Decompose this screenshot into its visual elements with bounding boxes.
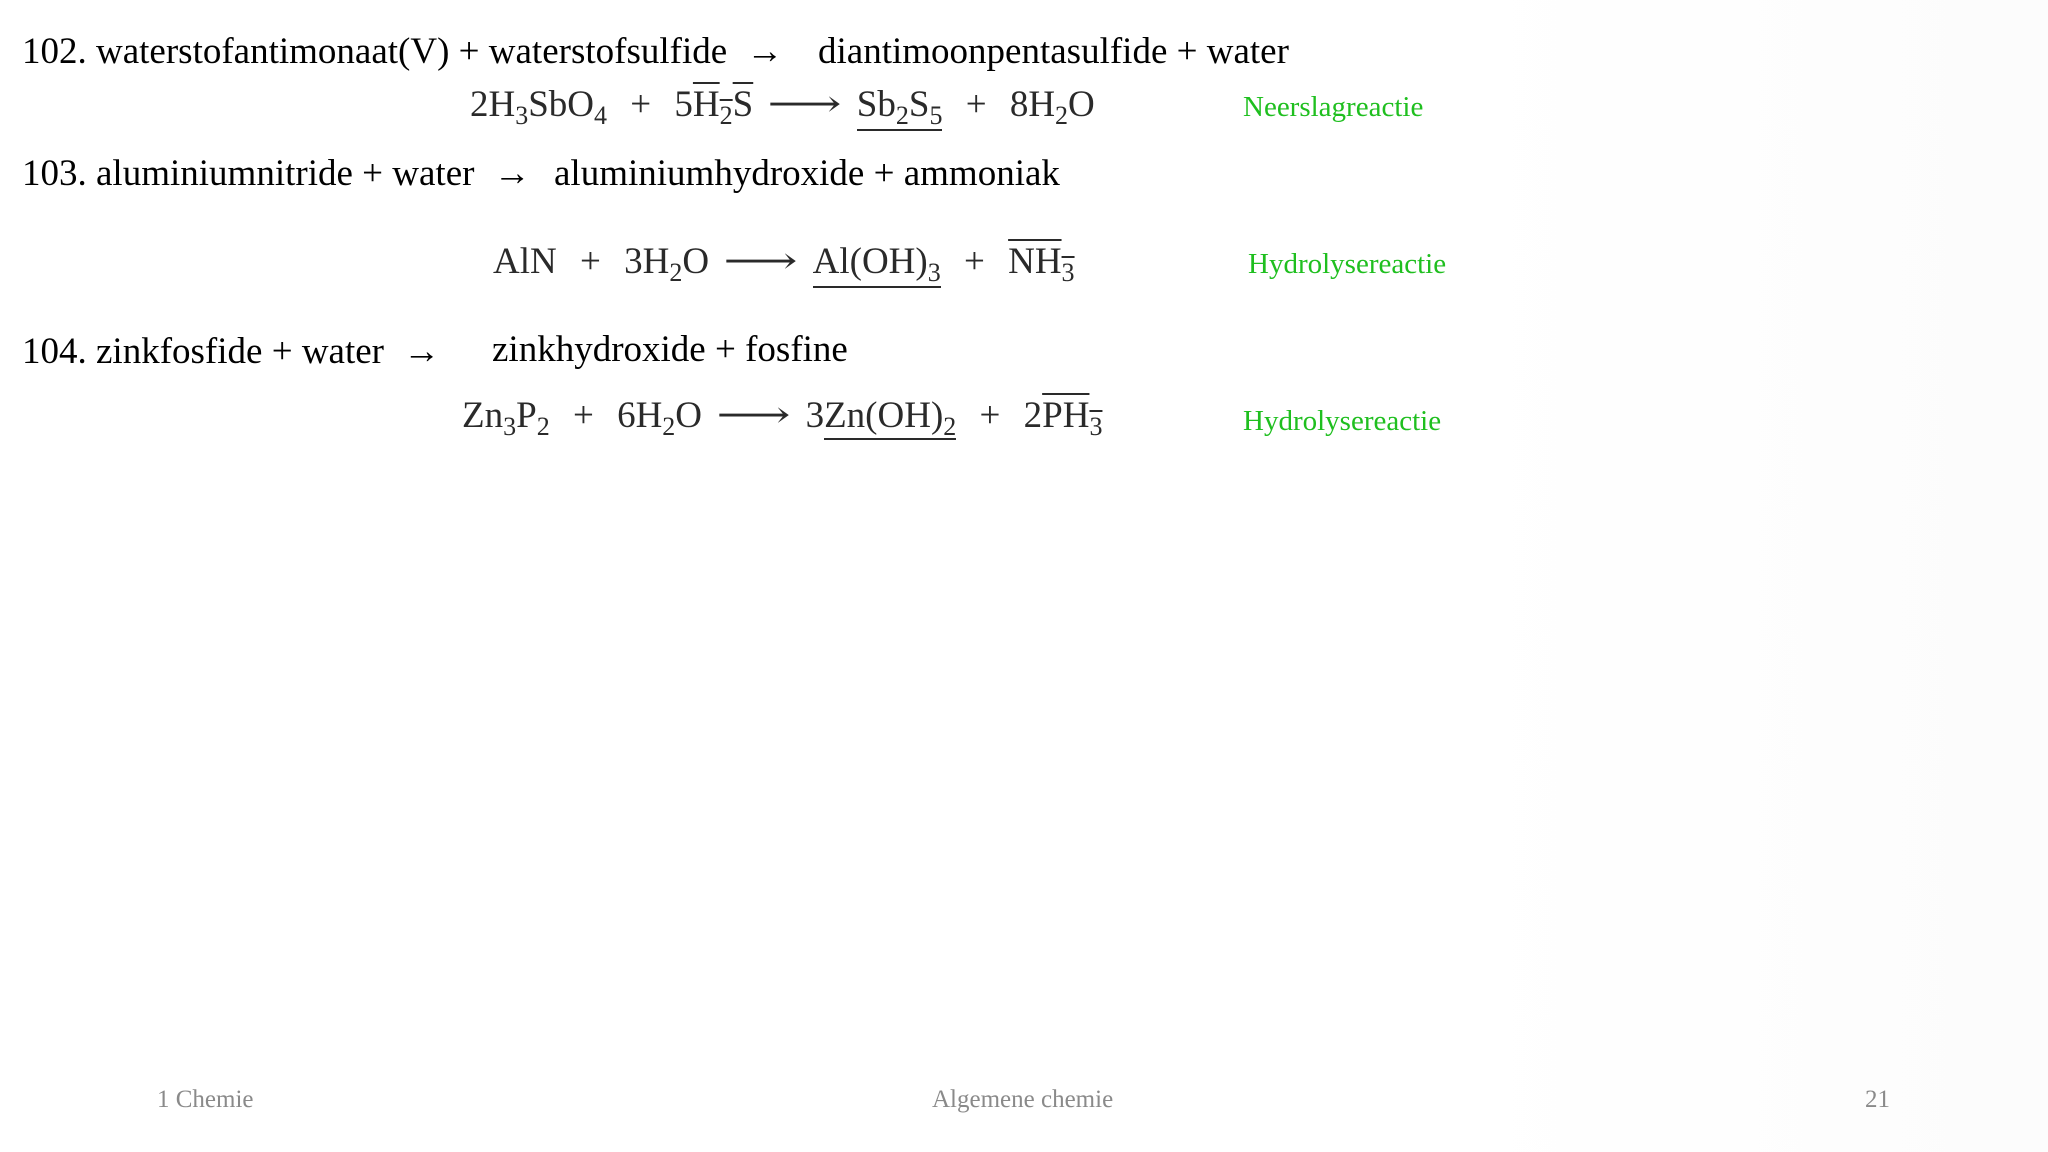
eq102-term-water: $8H_2O$ xyxy=(1009,84,1095,130)
plus-sign: + xyxy=(630,84,652,125)
footer-title: Algemene chemie xyxy=(932,1086,1114,1113)
reaction-103-products: aluminiumhydroxide + ammoniak xyxy=(554,153,1060,194)
eq104-term-zn3p2: $Zn_3P_2$ xyxy=(462,395,550,441)
plus-sign: + xyxy=(579,241,601,282)
reaction-102-reactants: 102. waterstofantimonaat(V) + waterstofsulfide xyxy=(22,31,728,72)
eq104-term-water: $6H_2O$ xyxy=(617,395,703,441)
reaction-102-type-label: Neerslagreactie xyxy=(1243,91,1424,123)
reaction-102-word-equation xyxy=(22,30,1289,74)
reaction-103-arrow: → xyxy=(493,153,531,194)
reaction-103-formula-equation xyxy=(493,240,1075,288)
reaction-104-word-equation xyxy=(22,329,848,374)
reaction-103-type-label: Hydrolysereactie xyxy=(1248,248,1447,280)
eq102-term-h3sbo4: $2H_3SbO_4$ xyxy=(470,84,608,130)
reaction-104-products: zinkhydroxide + fosfine xyxy=(492,329,848,370)
eq102-term-h2s-gas: $5H_2S$ xyxy=(674,84,754,130)
slide-number: 21 xyxy=(1865,1086,1890,1113)
plus-sign: + xyxy=(572,395,594,436)
reaction-arrow: ⟶ xyxy=(767,84,843,125)
reaction-104-arrow: → xyxy=(403,331,441,372)
plus-sign: + xyxy=(979,395,1001,436)
eq102-term-sb2s5-precipitate: $Sb_2S_5$ xyxy=(856,84,943,130)
eq103-term-aloh3-precipitate: $Al(OH)_3$ xyxy=(812,241,941,287)
reaction-102-formula-equation xyxy=(470,83,1095,131)
reaction-104-formula-equation xyxy=(462,394,1103,441)
footer-course: 1 Chemie xyxy=(157,1086,254,1113)
reaction-arrow: ⟶ xyxy=(723,241,798,282)
eq103-term-nh3-gas: $NH_3$ xyxy=(1008,241,1075,287)
reaction-104-reactants: 104. zinkfosfide + water xyxy=(22,331,384,372)
plus-sign: + xyxy=(963,241,985,282)
slide-side-panel xyxy=(1460,0,2048,1152)
reaction-102-arrow: → xyxy=(746,31,784,72)
reaction-arrow: ⟶ xyxy=(716,395,791,436)
eq104-term-ph3-gas: $2PH_3$ xyxy=(1023,395,1103,441)
eq103-term-water: $3H_2O$ xyxy=(624,241,710,287)
reaction-104-type-label: Hydrolysereactie xyxy=(1243,405,1442,437)
plus-sign: + xyxy=(965,84,987,125)
eq103-term-aln: AlN xyxy=(493,241,557,282)
reaction-103-word-equation xyxy=(22,152,1060,196)
eq104-term-znoh2-precipitate: $3Zn(OH)_2$ xyxy=(805,395,957,441)
reaction-103-reactants: 103. aluminiumnitride + water xyxy=(22,153,475,194)
reaction-102-products: diantimoonpentasulfide + water xyxy=(818,31,1289,72)
